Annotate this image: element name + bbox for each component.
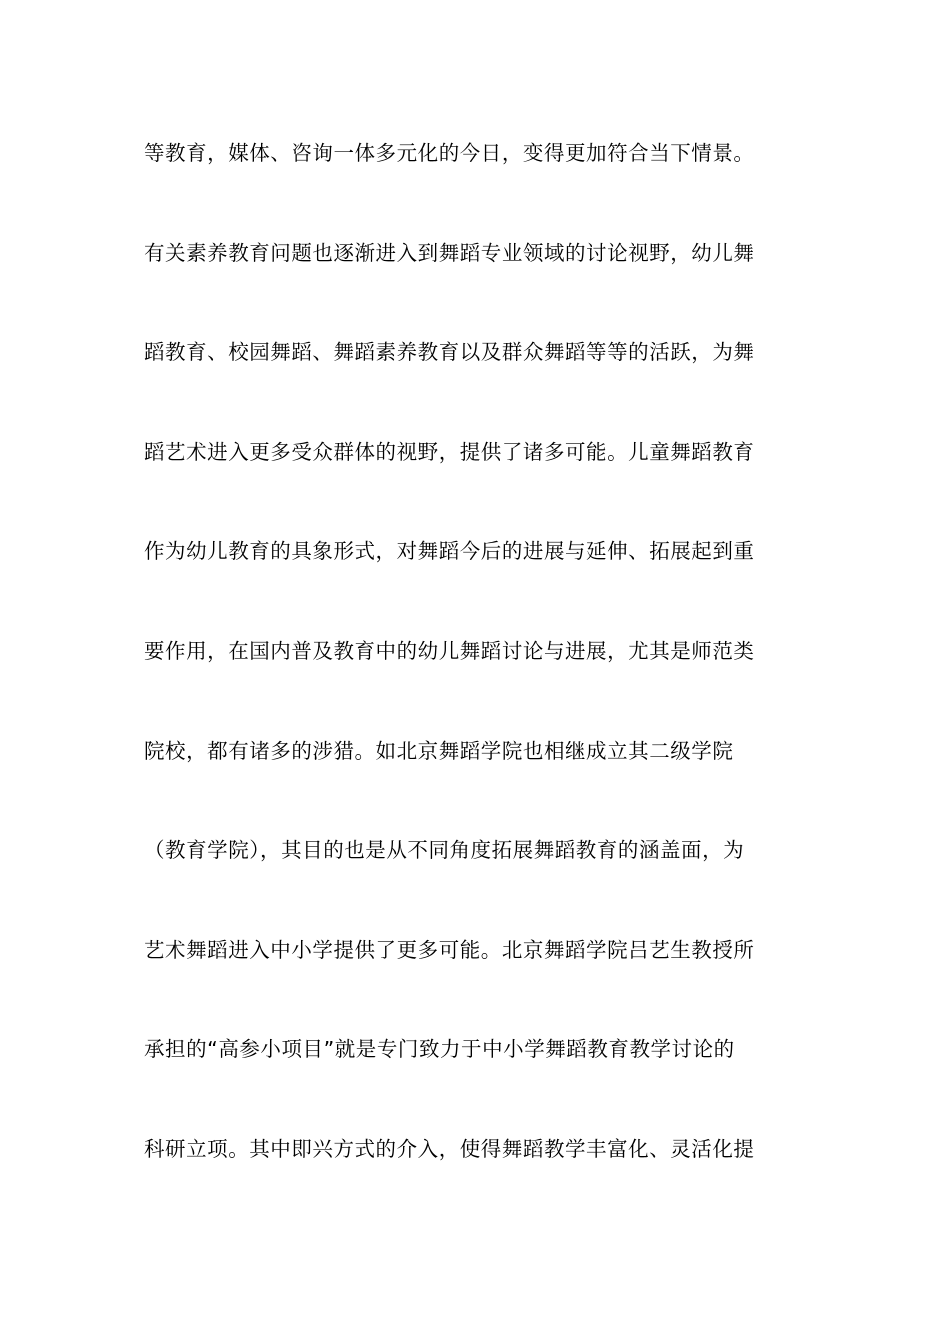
text-line: （教育学院），其目的也是从不同角度拓展舞蹈教育的涵盖面，为 — [144, 838, 745, 863]
text-line: 蹈艺术进入更多受众群体的视野，提供了诸多可能。儿童舞蹈教育 — [144, 439, 755, 464]
text-line: 院校，都有诸多的涉猎。如北京舞蹈学院也相继成立其二级学院 — [144, 738, 734, 763]
text-line: 有关素养教育问题也逐渐进入到舞蹈专业领域的讨论视野，幼儿舞 — [144, 240, 755, 265]
text-line: 科研立项。其中即兴方式的介入，使得舞蹈教学丰富化、灵活化提 — [144, 1136, 755, 1161]
body-text — [144, 128, 808, 1224]
text-line: 作为幼儿教育的具象形式，对舞蹈今后的进展与延伸、拓展起到重 — [144, 539, 755, 564]
text-line: 承担的“高参小项目”就是专门致力于中小学舞蹈教育教学讨论的 — [144, 1037, 735, 1062]
text-line: 蹈教育、校园舞蹈、舞蹈素养教育以及群众舞蹈等等的活跃，为舞 — [144, 340, 755, 365]
text-line: 等教育，媒体、咨询一体多元化的今日，变得更加符合当下情景。 — [144, 141, 755, 165]
text-line: 艺术舞蹈进入中小学提供了更多可能。北京舞蹈学院吕艺生教授所 — [144, 937, 755, 962]
text-line: 要作用，在国内普及教育中的幼儿舞蹈讨论与进展，尤其是师范类 — [144, 638, 755, 663]
